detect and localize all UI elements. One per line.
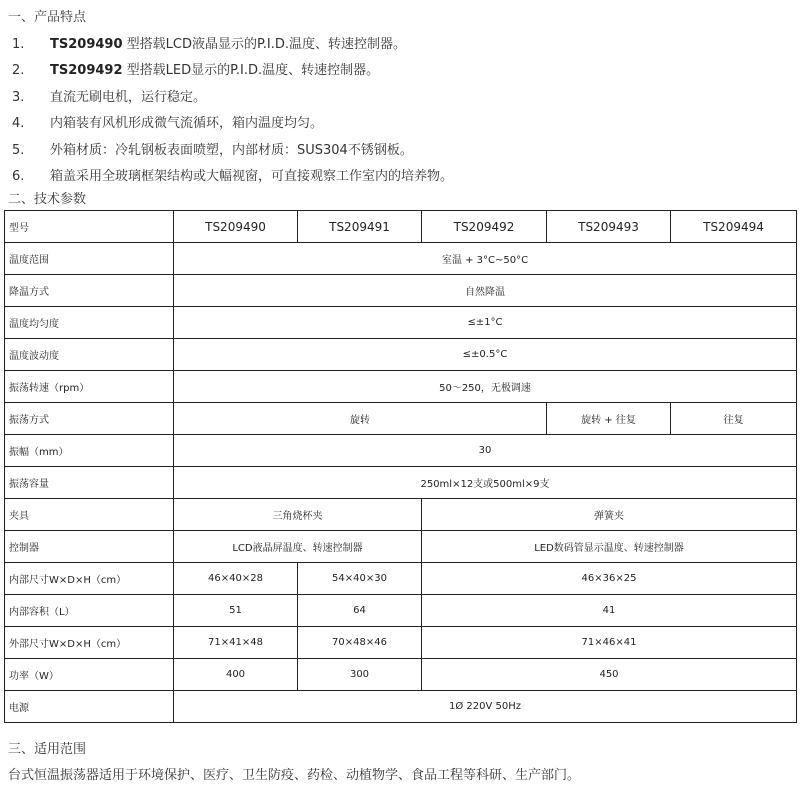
section-heading-features: 一、产品特点 [8,10,87,25]
table-row [5,371,797,403]
table-row [5,211,797,243]
scope-description: 台式恒温振荡器适用于环境保护、医疗、卫生防疫、药检、动植物学、食品工程等科研、生产部门。 [8,768,581,783]
table-row [5,659,797,691]
feature-number: 2. [12,63,25,78]
feature-number: 4. [12,116,25,131]
value-cell: 旋转 + 往复 [547,403,671,435]
table-row [5,339,797,371]
model-cell: TS209494 [671,211,797,243]
value-cell: 64 [298,595,422,627]
table-row [5,275,797,307]
feature-text: 直流无刷电机，运行稳定。 [50,90,207,105]
feature-text: 型搭载LCD液晶显示的P.I.D.温度、转速控制器。 [122,37,407,52]
model-cell: TS209491 [298,211,422,243]
value-cell: 46×36×25 [422,563,797,595]
model-cell: TS209492 [422,211,547,243]
row-label: 振幅（mm） [5,435,174,467]
feature-item [12,139,413,158]
value-cell: 室温 + 3°C~50°C [174,243,797,275]
row-label: 温度均匀度 [5,307,174,339]
table-row [5,531,797,563]
section-heading-specs: 二、技术参数 [8,192,87,207]
feature-number: 3. [12,90,25,105]
value-cell: 1Ø 220V 50Hz [174,691,797,723]
row-label: 温度波动度 [5,339,174,371]
model-cell: TS209493 [547,211,671,243]
row-label: 夹具 [5,499,174,531]
row-label: 型号 [5,211,174,243]
table-row [5,243,797,275]
row-label: 振荡方式 [5,403,174,435]
spec-table [4,210,797,723]
row-label: 内部尺寸W×D×H（cm） [5,563,174,595]
feature-item [12,86,206,105]
feature-text: 箱盖采用全玻璃框架结构或大幅视窗，可直接观察工作室内的培养物。 [50,169,454,184]
table-row [5,499,797,531]
value-cell: 71×46×41 [422,627,797,659]
value-cell: 30 [174,435,797,467]
table-row [5,403,797,435]
row-label: 外部尺寸W×D×H（cm） [5,627,174,659]
value-cell: 300 [298,659,422,691]
table-row [5,467,797,499]
value-cell: 70×48×46 [298,627,422,659]
value-cell: LED数码管显示温度、转速控制器 [422,531,797,563]
value-cell: ≤±0.5°C [174,339,797,371]
row-label: 振荡容量 [5,467,174,499]
value-cell: 50～250，无极调速 [174,371,797,403]
value-cell: 41 [422,595,797,627]
value-cell: 弹簧夹 [422,499,797,531]
value-cell: 旋转 [174,403,547,435]
table-row [5,563,797,595]
feature-number: 6. [12,169,25,184]
feature-text: 外箱材质：冷轧钢板表面喷塑，内部材质：SUS304不锈钢板。 [50,143,413,158]
row-label: 振荡转速（rpm） [5,371,174,403]
value-cell: 450 [422,659,797,691]
value-cell: 46×40×28 [174,563,298,595]
value-cell: 自然降温 [174,275,797,307]
feature-item [12,165,453,184]
feature-model: TS209490 [50,37,123,52]
feature-text: 型搭载LED显示的P.I.D.温度、转速控制器。 [122,63,380,78]
value-cell: 51 [174,595,298,627]
feature-number: 5. [12,143,25,158]
value-cell: 400 [174,659,298,691]
section-heading-scope: 三、适用范围 [8,742,87,757]
value-cell: ≤±1°C [174,307,797,339]
value-cell: LCD液晶屏温度、转速控制器 [174,531,422,563]
table-row [5,691,797,723]
feature-item [12,33,406,52]
feature-number: 1. [12,37,25,52]
table-row [5,435,797,467]
value-cell: 250ml×12支或500ml×9支 [174,467,797,499]
feature-text: 内箱装有风机形成微气流循环，箱内温度均匀。 [50,116,324,131]
row-label: 温度范围 [5,243,174,275]
row-label: 控制器 [5,531,174,563]
feature-model: TS209492 [50,63,123,78]
row-label: 内部容积（L） [5,595,174,627]
feature-item [12,59,379,78]
value-cell: 71×41×48 [174,627,298,659]
table-row [5,595,797,627]
row-label: 功率（W） [5,659,174,691]
row-label: 电源 [5,691,174,723]
value-cell: 往复 [671,403,797,435]
value-cell: 三角烧杯夹 [174,499,422,531]
feature-item [12,112,323,131]
table-row [5,307,797,339]
table-row [5,627,797,659]
model-cell: TS209490 [174,211,298,243]
row-label: 降温方式 [5,275,174,307]
value-cell: 54×40×30 [298,563,422,595]
